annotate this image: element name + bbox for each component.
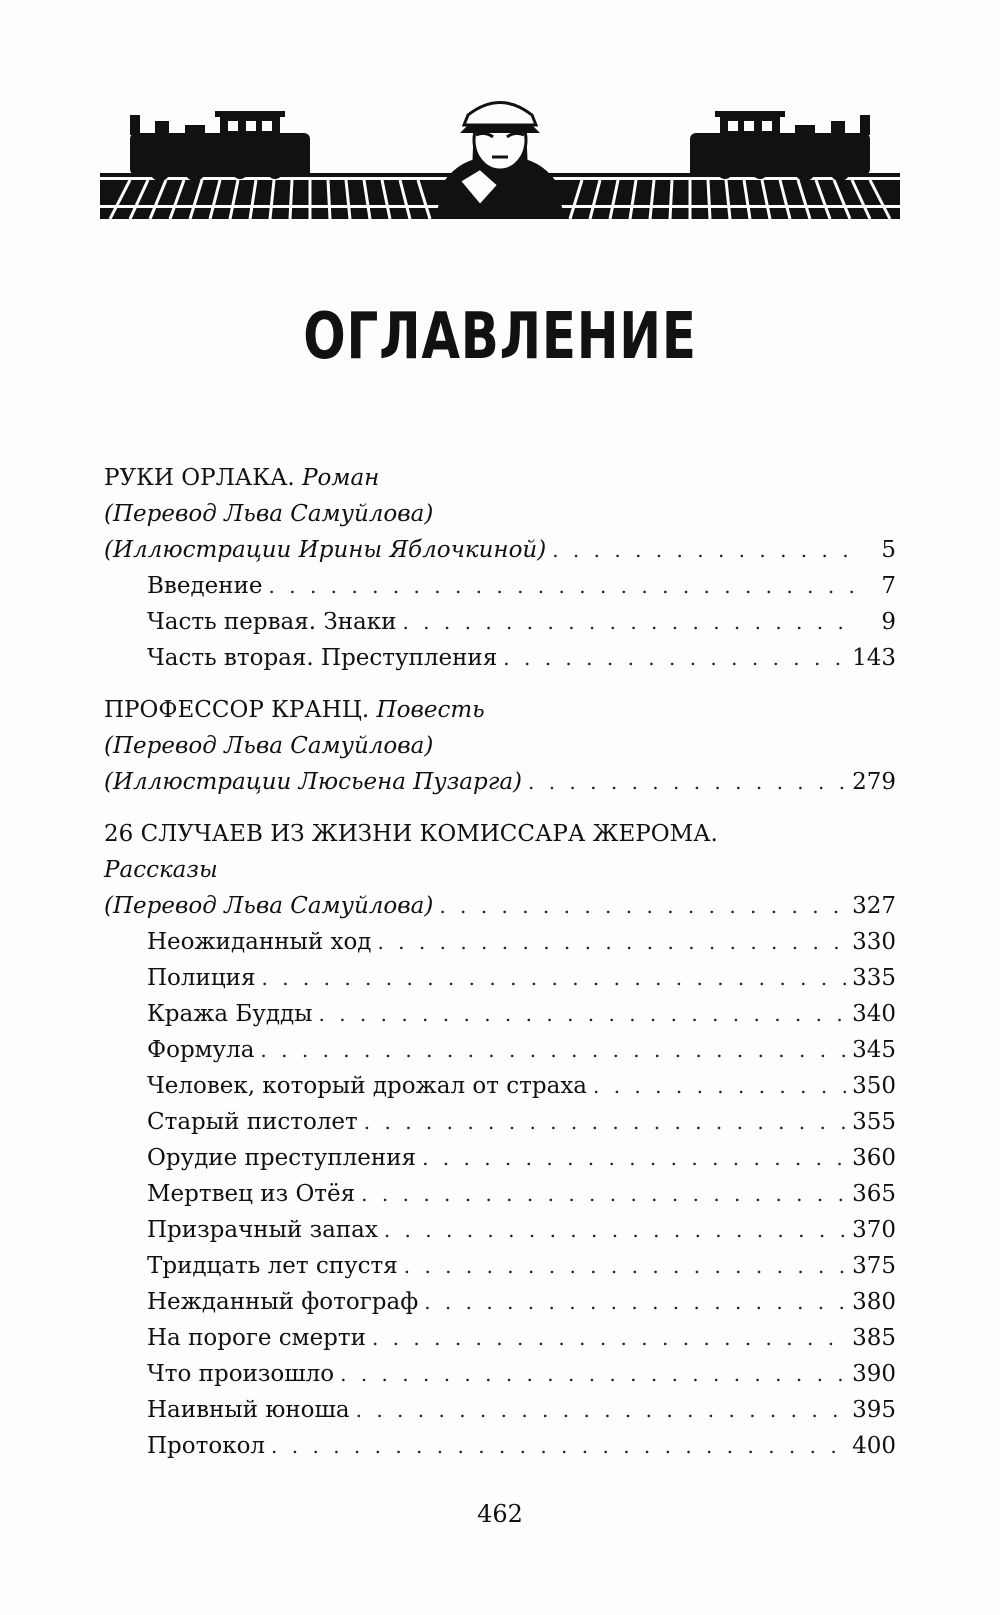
- entry-label: Протокол: [147, 1433, 266, 1459]
- entry-page: 335: [852, 965, 896, 991]
- toc-entry: [104, 1176, 896, 1212]
- toc-entry: [104, 1104, 896, 1140]
- entry-page: 279: [852, 769, 896, 795]
- left-locomotive-icon: [130, 111, 310, 181]
- entry-label: На пороге смерти: [147, 1325, 366, 1351]
- dot-leader: [364, 1104, 846, 1140]
- toc-entry: [104, 1068, 896, 1104]
- toc-credit: (Перевод Льва Самуйлова): [104, 733, 434, 759]
- toc-entry: [104, 888, 896, 924]
- toc-entry: [104, 604, 896, 640]
- entry-page: 360: [852, 1145, 896, 1171]
- toc-section-heading: [104, 460, 896, 496]
- section-title: ПРОФЕССОР КРАНЦ.: [104, 697, 370, 723]
- dot-leader: [340, 1356, 846, 1392]
- toc-entry: [104, 532, 896, 568]
- section-title: РУКИ ОРЛАКА.: [104, 465, 295, 491]
- entry-page: 370: [852, 1217, 896, 1243]
- toc-entry: [104, 1428, 896, 1464]
- toc-entry: [104, 1392, 896, 1428]
- entry-label: Призрачный запах: [147, 1217, 378, 1243]
- entry-page: 345: [852, 1037, 896, 1063]
- toc-entry: [104, 1248, 896, 1284]
- entry-page: 385: [852, 1325, 896, 1351]
- dot-leader: [528, 764, 846, 800]
- dot-leader: [439, 888, 846, 924]
- dot-leader: [318, 996, 846, 1032]
- section-genre: Рассказы: [104, 857, 218, 883]
- entry-page: 5: [881, 537, 896, 563]
- entry-label: Нежданный фотограф: [147, 1289, 419, 1315]
- toc-entry: [104, 1140, 896, 1176]
- entry-label: Что произошло: [147, 1361, 335, 1387]
- section-genre: Повесть: [376, 697, 485, 723]
- entry-label: Наивный юноша: [147, 1397, 350, 1423]
- dot-leader: [261, 960, 846, 996]
- toc-entry: [104, 640, 896, 676]
- table-of-contents: [104, 460, 896, 1464]
- entry-page: 395: [852, 1397, 896, 1423]
- toc-entry: [104, 960, 896, 996]
- section-genre: Роман: [302, 465, 380, 491]
- entry-page: 365: [852, 1181, 896, 1207]
- entry-label: Введение: [147, 573, 263, 599]
- entry-label: Формула: [147, 1037, 255, 1063]
- entry-label: Часть вторая. Преступления: [147, 645, 498, 671]
- dot-leader: [356, 1392, 846, 1428]
- entry-page: 375: [852, 1253, 896, 1279]
- toc-credit: (Перевод Льва Самуйлова): [104, 501, 434, 527]
- header-illustration: [100, 85, 900, 235]
- toc-section-heading: [104, 692, 896, 728]
- toc-entry: [104, 1356, 896, 1392]
- entry-label: Полиция: [147, 965, 256, 991]
- entry-label: (Иллюстрации Ирины Яблочкиной): [104, 537, 547, 563]
- entry-page: 330: [852, 929, 896, 955]
- dot-leader: [422, 1140, 846, 1176]
- entry-label: Старый пистолет: [147, 1109, 358, 1135]
- entry-page: 340: [852, 1001, 896, 1027]
- toc-entry: [104, 1032, 896, 1068]
- toc-entry: [104, 1284, 896, 1320]
- entry-page: 350: [852, 1073, 896, 1099]
- entry-label: (Перевод Льва Самуйлова): [104, 893, 434, 919]
- dot-leader: [402, 604, 854, 640]
- entry-page: 327: [852, 893, 896, 919]
- entry-label: Человек, который дрожал от страха: [147, 1073, 587, 1099]
- dot-leader: [271, 1428, 846, 1464]
- toc-entry: [104, 568, 896, 604]
- dot-leader: [260, 1032, 846, 1068]
- dot-leader: [552, 532, 854, 568]
- dot-leader: [424, 1284, 846, 1320]
- dot-leader: [361, 1176, 846, 1212]
- entry-page: 7: [881, 573, 896, 599]
- entry-label: Тридцать лет спустя: [147, 1253, 398, 1279]
- entry-page: 380: [852, 1289, 896, 1315]
- entry-page: 9: [881, 609, 896, 635]
- entry-label: (Иллюстрации Люсьена Пузарга): [104, 769, 522, 795]
- section-title: 26 СЛУЧАЕВ ИЗ ЖИЗНИ КОМИССАРА ЖЕРОМА.: [104, 821, 718, 847]
- toc-entry: [104, 764, 896, 800]
- dot-leader: [384, 1212, 846, 1248]
- entry-label: Кража Будды: [147, 1001, 313, 1027]
- figure-in-cap-icon: [435, 103, 565, 220]
- dot-leader: [503, 640, 846, 676]
- entry-page: 355: [852, 1109, 896, 1135]
- toc-entry: [104, 996, 896, 1032]
- entry-label: Мертвец из Отёя: [147, 1181, 356, 1207]
- entry-label: Орудие преступления: [147, 1145, 417, 1171]
- entry-page: 400: [852, 1433, 896, 1459]
- dot-leader: [269, 568, 854, 604]
- right-locomotive-icon: [690, 111, 870, 181]
- entry-page: 143: [852, 645, 896, 671]
- dot-leader: [377, 924, 846, 960]
- entry-label: Неожиданный ход: [147, 929, 372, 955]
- page-number: 462: [477, 1500, 523, 1528]
- dot-leader: [404, 1248, 846, 1284]
- entry-label: Часть первая. Знаки: [147, 609, 397, 635]
- toc-section-heading: [104, 816, 896, 852]
- toc-entry: [104, 924, 896, 960]
- dot-leader: [372, 1320, 846, 1356]
- toc-entry: [104, 1212, 896, 1248]
- dot-leader: [593, 1068, 846, 1104]
- page-title: ОГЛАВЛЕНИЕ: [303, 300, 697, 374]
- toc-entry: [104, 1320, 896, 1356]
- entry-page: 390: [852, 1361, 896, 1387]
